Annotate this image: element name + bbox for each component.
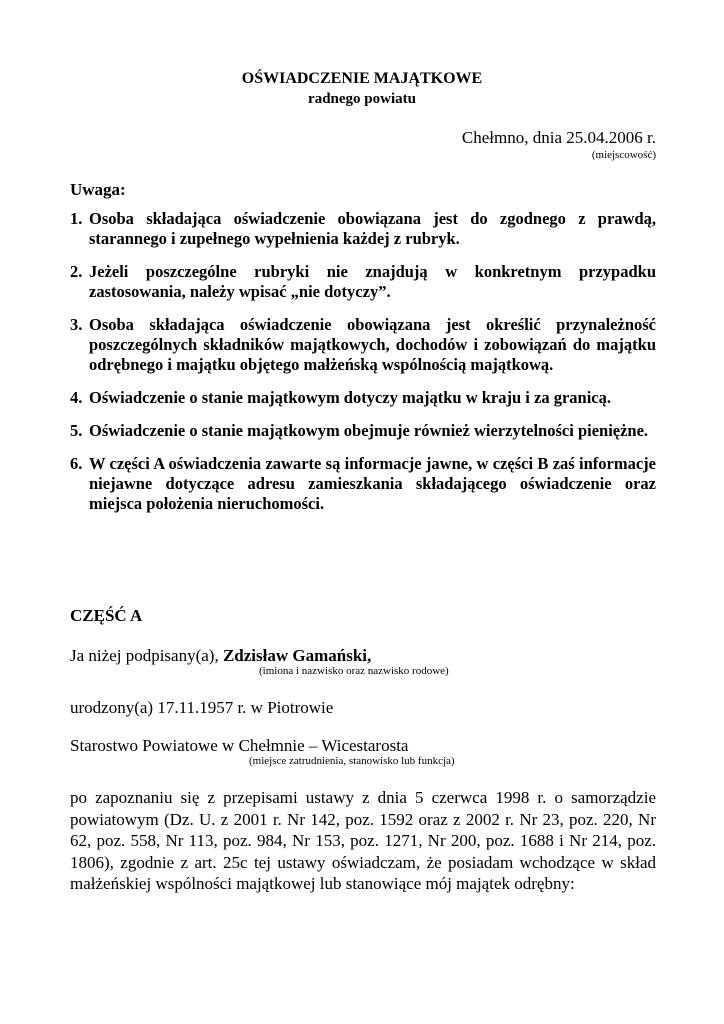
- note-text: Osoba składająca oświadczenie obowiązana jest określić przynależność poszczególnych składników majątkowych, dochodów i zobowiązań do majątku odrębnego i majątku objętego małżeńską wspólnością majątkową.: [89, 315, 656, 374]
- note-item: [70, 209, 656, 249]
- note-number: 2.: [70, 262, 83, 281]
- note-number: 6.: [70, 454, 83, 473]
- note-text: Osoba składająca oświadczenie obowiązana jest do zgodnego z prawdą, starannego i zupełnego wypełnienia każdej z rubryk.: [89, 209, 656, 248]
- note-item: [70, 262, 656, 302]
- place-date: Chełmno, dnia 25.04.2006 r.: [461, 128, 656, 147]
- signer-name: Zdzisław Gamański,: [222, 646, 372, 665]
- document-title: OŚWIADCZENIE MAJĄTKOWE: [241, 70, 483, 87]
- part-a-heading: CZĘŚĆ A: [70, 606, 143, 625]
- note-number: 4.: [70, 388, 83, 407]
- employment-hint: (miejsce zatrudnienia, stanowisko lub funkcja): [249, 755, 455, 767]
- note-number: 5.: [70, 421, 83, 440]
- note-number: 3.: [70, 315, 83, 334]
- note-number: 1.: [70, 209, 83, 228]
- document-subtitle: radnego powiatu: [308, 91, 416, 107]
- note-item: [70, 454, 656, 514]
- note-text: Jeżeli poszczególne rubryki nie znajdują w konkretnym przypadku zastosowania, należy wpisać „nie dotyczy”.: [89, 262, 656, 301]
- note-item: [70, 421, 656, 441]
- note-text: W części A oświadczenia zawarte są informacje jawne, w części B zaś informacje niejawne dotyczące adresu zamieszkania składającego oświadczenie oraz miejsca położenia nieruchomości.: [89, 454, 656, 513]
- note-item: [70, 315, 656, 375]
- born-line: urodzony(a) 17.11.1957 r. w Piotrowie: [70, 698, 334, 717]
- declaration-paragraph: po zapoznaniu się z przepisami ustawy z dnia 5 czerwca 1998 r. o samorządzie powiatowym (Dz. U. z 2001 r. Nr 142, poz. 1592 oraz z 2002 r. Nr 23, poz. 220, Nr 62, poz. 558, Nr 113, poz. 984, Nr 153, poz. 1271, Nr 200, poz. 1688 i Nr 214, poz. 1806), zgodnie z art. 25c tej ustawy oświadczam, że posiadam wchodzące w skład małżeńskiej wspólności majątkowej lub stanowiące mój majątek odrębny:: [70, 788, 656, 893]
- note-text: Oświadczenie o stanie majątkowym obejmuje również wierzytelności pieniężne.: [89, 421, 649, 440]
- signer-line: [70, 646, 371, 666]
- place-hint: (miejscowość): [591, 149, 656, 161]
- employment-line: Starostwo Powiatowe w Chełmnie – Wicestarosta: [70, 736, 409, 755]
- notes-heading: Uwaga:: [70, 180, 126, 199]
- notes-list: [70, 209, 656, 527]
- note-text: Oświadczenie o stanie majątkowym dotyczy majątku w kraju i za granicą.: [89, 388, 611, 407]
- signer-hint: (imiona i nazwisko oraz nazwisko rodowe): [259, 665, 449, 677]
- signer-prefix: Ja niżej podpisany(a),: [70, 646, 223, 665]
- note-item: [70, 388, 656, 408]
